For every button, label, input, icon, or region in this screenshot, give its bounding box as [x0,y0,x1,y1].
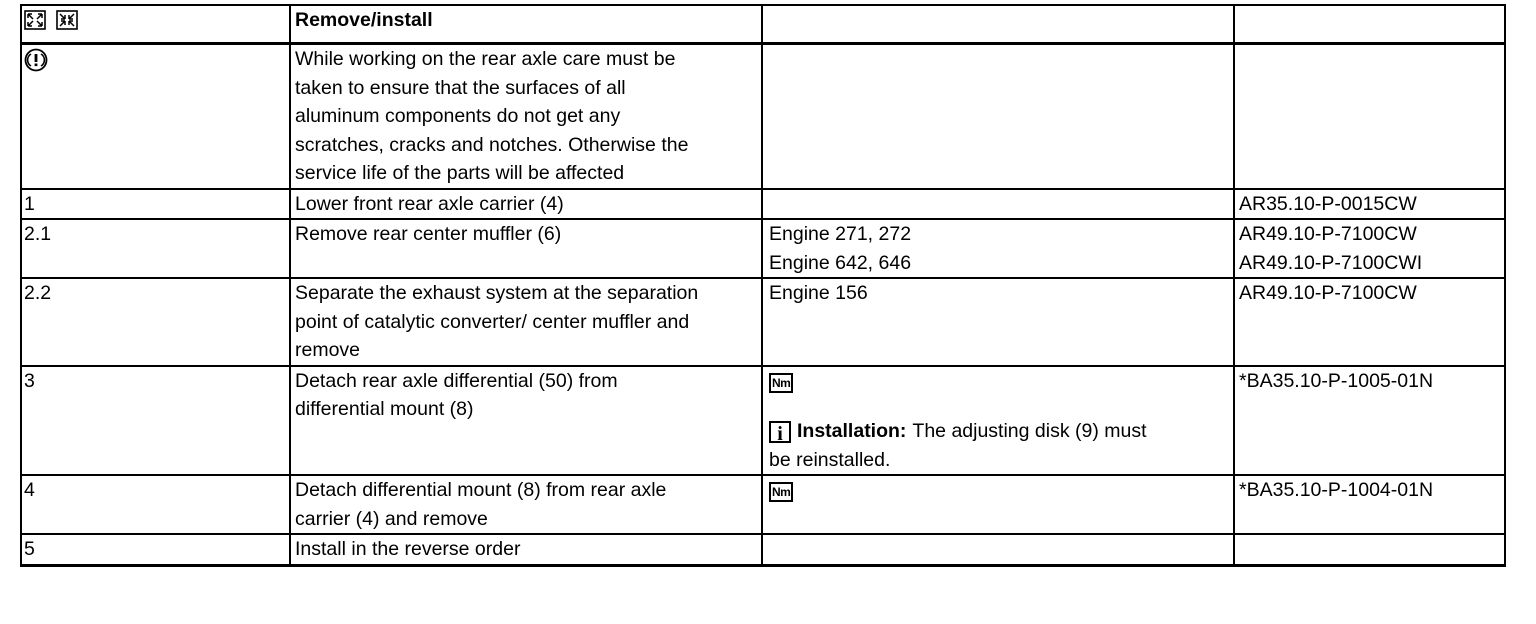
step-references [1234,219,1505,278]
step-action [290,475,762,534]
step-number: 4 [21,475,290,534]
condition-text: Engine 271, 272 [769,223,912,245]
step-action [290,366,762,476]
caution-icon [24,48,48,72]
info-icon: i [769,421,791,443]
step-action: Lower front rear axle carrier (4) [290,189,762,220]
torque-nm-icon[interactable]: Nm [769,373,793,393]
action-line: differential mount (8) [295,398,474,420]
step-reference-link[interactable]: *BA35.10-P-1005-01N [1234,366,1505,476]
table-row [21,189,1505,220]
table-header-row [21,5,1505,44]
installation-text: The adjusting disk (9) must [912,420,1147,442]
table-row [21,366,1505,476]
caution-line: While working on the rear axle care must be [295,48,676,70]
action-line: Detach differential mount (8) from rear axle [295,479,667,501]
step-action: Install in the reverse order [290,534,762,565]
installation-note [769,417,1229,474]
step-notes [762,366,1234,476]
caution-line: taken to ensure that the surfaces of all [295,76,626,99]
step-reference-link[interactable]: *BA35.10-P-1004-01N [1234,475,1505,534]
table-row [21,475,1505,534]
step-conditions [762,219,1234,278]
action-line: remove [295,339,361,361]
collapse-icon[interactable] [56,10,78,30]
action-line: Detach rear axle differential (50) from [295,369,618,392]
caution-line: scratches, cracks and notches. Otherwise the [295,133,689,156]
step-notes [762,475,1234,534]
step-reference-link[interactable]: AR35.10-P-0015CW [1234,189,1505,220]
caution-text [290,44,762,189]
step-number: 2.2 [21,278,290,366]
condition-text: Engine 156 [762,278,1234,366]
empty-cell [762,44,1234,189]
step-action: Remove rear center muffler (6) [290,219,762,278]
action-line: point of catalytic converter/ center muffler and [295,310,690,333]
caution-icon-cell [21,44,290,189]
condition-text: Engine 642, 646 [769,251,912,274]
installation-text: be reinstalled. [769,448,891,471]
step-number: 2.1 [21,219,290,278]
action-line: Separate the exhaust system at the separation [295,282,699,304]
empty-cell [762,534,1234,565]
step-number: 5 [21,534,290,565]
step-number: 1 [21,189,290,220]
torque-nm-icon[interactable]: Nm [769,482,793,502]
procedure-table [20,4,1506,567]
step-reference-link[interactable]: AR49.10-P-7100CWI [1239,251,1423,274]
step-reference-link[interactable]: AR49.10-P-7100CW [1234,278,1505,366]
caution-line: service life of the parts will be affected [295,162,625,184]
step-reference-link[interactable]: AR49.10-P-7100CW [1239,223,1417,245]
header-title: Remove/install [290,5,762,44]
empty-cell [1234,44,1505,189]
empty-cell [1234,534,1505,565]
step-action [290,278,762,366]
header-empty-cell [1234,5,1505,44]
header-empty-cell [762,5,1234,44]
table-row [21,534,1505,565]
table-row [21,278,1505,366]
table-row [21,219,1505,278]
header-icons-cell [21,5,290,44]
caution-line: aluminum components do not get any [295,105,621,127]
step-number: 3 [21,366,290,476]
installation-label: Installation: [797,420,907,442]
action-line: carrier (4) and remove [295,507,488,530]
caution-row [21,44,1505,189]
empty-cell [762,189,1234,220]
expand-icon[interactable] [24,10,46,30]
